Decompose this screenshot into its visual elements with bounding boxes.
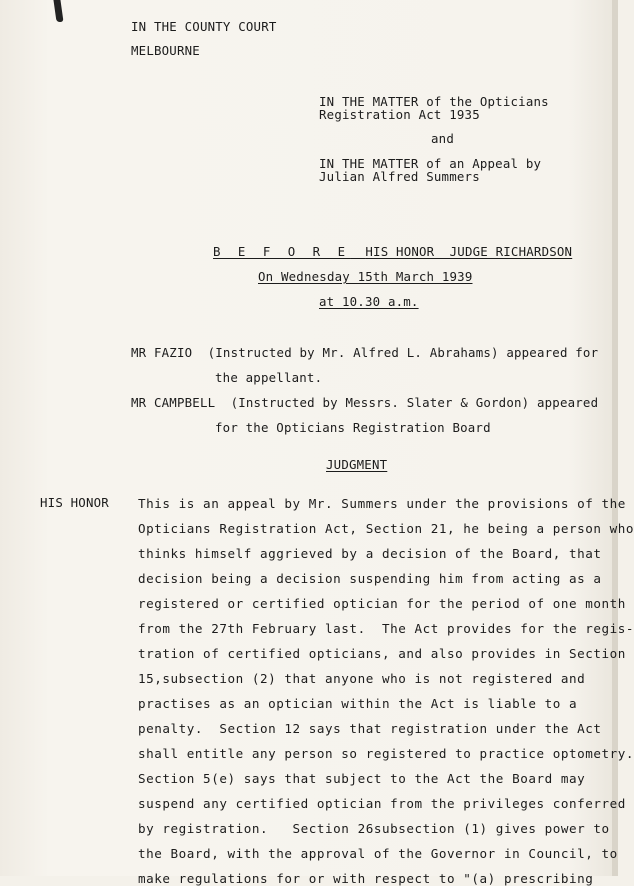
counsel-fazio-line1: MR FAZIO (Instructed by Mr. Alfred L. Abrahams) appeared for <box>131 345 599 360</box>
judgment-line: 15,subsection (2) that anyone who is not registered and <box>138 671 586 686</box>
judgment-line: from the 27th February last. The Act provides for the regis- <box>138 621 634 636</box>
matter-second-line2: Julian Alfred Summers <box>319 169 480 184</box>
judgment-line: tration of certified opticians, and also provides in Section <box>138 646 626 661</box>
counsel-campbell-line1: MR CAMPBELL (Instructed by Messrs. Slater & Gordon) appeared <box>131 395 599 410</box>
matter-second-line1: IN THE MATTER of an Appeal by <box>319 156 542 171</box>
judgment-line: make regulations for or with respect to "(a) prescribing <box>138 871 594 886</box>
judgment-line: the Board, with the approval of the Governor in Council, to <box>138 846 618 861</box>
matter-and: and <box>431 131 454 146</box>
page-edge <box>612 0 618 876</box>
matter-first-line1: IN THE MATTER of the Opticians <box>319 94 549 109</box>
judgment-line: practises as an optician within the Act is liable to a <box>138 696 578 711</box>
speaker-label: HIS HONOR <box>40 495 109 510</box>
judgment-line: suspend any certified optician from the privileges conferred <box>138 796 626 811</box>
judgment-line: Section 5(e) says that subject to the Act the Board may <box>138 771 586 786</box>
judgment-line: penalty. Section 12 says that registration under the Act <box>138 721 602 736</box>
judgment-heading: JUDGMENT <box>326 457 388 472</box>
judgment-line: thinks himself aggrieved by a decision of the Board, that <box>138 546 602 561</box>
court-location: MELBOURNE <box>131 43 200 58</box>
judgment-line: by registration. Section 26subsection (1) gives power to <box>138 821 610 836</box>
judgment-line: decision being a decision suspending him from acting as a <box>138 571 602 586</box>
before-word: B E F O R E <box>213 244 351 259</box>
counsel-campbell-line2: for the Opticians Registration Board <box>215 420 491 435</box>
binding-mark <box>53 0 63 22</box>
before-heading <box>213 245 572 259</box>
hearing-date: On Wednesday 15th March 1939 <box>258 269 473 284</box>
judgment-line: registered or certified optician for the period of one month <box>138 596 626 611</box>
counsel-fazio-line2: the appellant. <box>215 370 323 385</box>
judgment-line: Opticians Registration Act, Section 21, he being a person who <box>138 521 634 536</box>
judgment-line: This is an appeal by Mr. Summers under the provisions of the <box>138 496 626 511</box>
court-name: IN THE COUNTY COURT <box>131 19 277 34</box>
judgment-line: shall entitle any person so registered to practice optometry. <box>138 746 634 761</box>
hearing-time: at 10.30 a.m. <box>319 294 419 309</box>
matter-first-line2: Registration Act 1935 <box>319 107 480 122</box>
before-judge: HIS HONOR JUDGE RICHARDSON <box>365 244 573 259</box>
